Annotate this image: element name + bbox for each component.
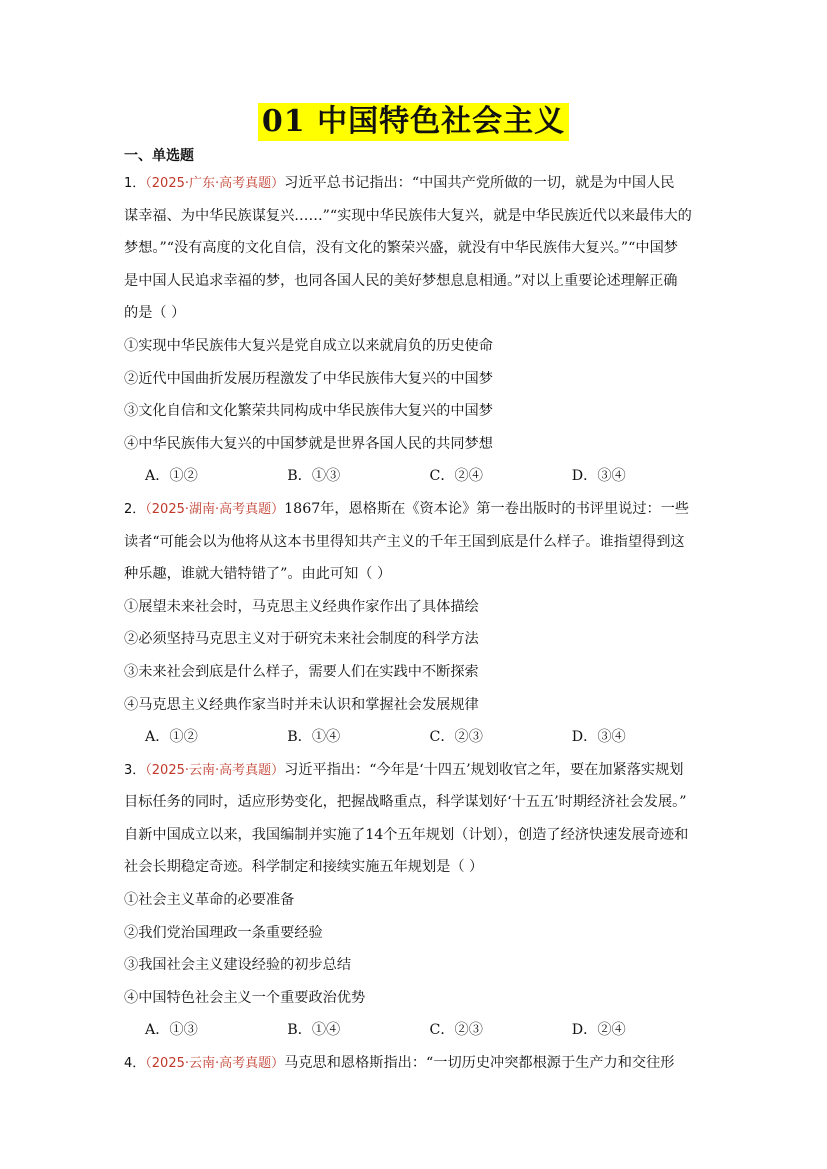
question-number: 2． <box>124 501 146 517</box>
option-a[interactable]: A．①③ <box>145 1022 198 1039</box>
option-c[interactable]: C．②③ <box>429 729 483 746</box>
question-stem-line: 目标任务的同时，适应形势变化，把握战略重点，科学谋划好‘十五五’时期经济社会发展。” <box>124 794 687 811</box>
statement-item: ④马克思主义经典作家当时并未认识和掌握社会发展规律 <box>124 696 479 713</box>
question-stem-text: 马克思和恩格斯指出：“一切历史冲突都根源于生产力和交往形 <box>284 1055 675 1072</box>
statement-item: ③未来社会到底是什么样子，需要人们在实践中不断探索 <box>124 663 479 680</box>
answer-options <box>124 721 714 754</box>
question-1 <box>124 167 714 493</box>
statement-item: ②近代中国曲折发展历程激发了中华民族伟大复兴的中国梦 <box>124 370 493 387</box>
statement-item: ③我国社会主义建设经验的初步总结 <box>124 957 352 974</box>
statement-item: ④中国特色社会主义一个重要政治优势 <box>124 989 366 1006</box>
statement-item: ①展望未来社会时，马克思主义经典作家作出了具体描绘 <box>124 598 479 615</box>
statement-item: ①实现中华民族伟大复兴是党自成立以来就肩负的历史使命 <box>124 337 493 354</box>
section-heading: 一、单选题 <box>124 148 194 164</box>
question-stem-text: 习近平总书记指出：“中国共产党所做的一切，就是为中国人民 <box>284 175 675 191</box>
statement-item: ②必须坚持马克思主义对于研究未来社会制度的科学方法 <box>124 631 479 648</box>
option-a[interactable]: A．①② <box>145 729 198 746</box>
statement-item: ③文化自信和文化繁荣共同构成中华民族伟大复兴的中国梦 <box>124 403 493 420</box>
question-stem-line <box>124 754 714 787</box>
question-number: 1． <box>124 176 146 191</box>
option-d[interactable]: D．②④ <box>571 1022 626 1039</box>
question-stem-line: 梦想。”“没有高度的文化自信，没有文化的繁荣兴盛，就没有中华民族伟大复兴。”“中国梦 <box>124 240 678 257</box>
option-c[interactable]: C．②③ <box>429 1022 483 1039</box>
option-b[interactable]: B．①④ <box>287 1022 341 1039</box>
question-number: 3． <box>124 762 146 778</box>
question-3 <box>124 754 714 1047</box>
option-d[interactable]: D．③④ <box>571 729 626 746</box>
statement-item: ①社会主义革命的必要准备 <box>124 892 295 909</box>
title-wrap <box>0 103 827 141</box>
option-c[interactable]: C．②④ <box>429 468 483 485</box>
question-4 <box>124 1047 714 1080</box>
question-source-tag: （2025·云南·高考真题） <box>145 1056 285 1072</box>
question-stem-line: 种乐趣，谁就大错特错了”。由此可知（ ） <box>124 566 392 583</box>
answer-options <box>124 1014 714 1047</box>
statement-item: ②我们党治国理政一条重要经验 <box>124 924 323 941</box>
question-2 <box>124 493 714 754</box>
option-b[interactable]: B．①④ <box>287 729 341 746</box>
question-stem-line: 自新中国成立以来，我国编制并实施了14个五年规划（计划），创造了经济快速发展奇迹和 <box>124 826 689 843</box>
option-d[interactable]: D．③④ <box>571 468 626 485</box>
question-list <box>124 167 714 1080</box>
statement-item: ④中华民族伟大复兴的中国梦就是世界各国人民的共同梦想 <box>124 435 493 452</box>
question-source-tag: （2025·云南·高考真题） <box>145 762 285 778</box>
question-source-tag: （2025·湖南·高考真题） <box>145 501 285 517</box>
question-stem-line: 谋幸福、为中华民族谋复兴……”“实现中华民族伟大复兴，就是中华民族近代以来最伟大的 <box>124 207 692 224</box>
question-number: 4． <box>124 1056 146 1072</box>
option-b[interactable]: B．①③ <box>287 468 341 485</box>
question-stem-line <box>124 1047 714 1080</box>
answer-options <box>124 460 714 493</box>
question-stem-text: 习近平指出：“今年是‘十四五’规划收官之年，要在加紧落实规划 <box>284 761 684 778</box>
question-stem-line: 读者“可能会以为他将从这本书里得知共产主义的千年王国到底是什么样子。谁指望得到这 <box>124 533 685 550</box>
question-source-tag: （2025·广东·高考真题） <box>145 176 285 191</box>
question-stem-line: 的是（ ） <box>124 305 186 322</box>
question-stem-line: 社会长期稳定奇迹。科学制定和接续实施五年规划是（ ） <box>124 859 484 876</box>
question-stem-line: 是中国人民追求幸福的梦，也同各国人民的美好梦想息息相通。”对以上重要论述理解正确 <box>124 272 678 289</box>
option-a[interactable]: A．①② <box>145 468 198 485</box>
page-title: 01 中国特色社会主义 <box>258 103 569 141</box>
question-stem-line <box>124 167 714 200</box>
question-stem-text: 1867年，恩格斯在《资本论》第一卷出版时的书评里说过：一些 <box>284 500 690 517</box>
question-stem-line <box>124 493 714 526</box>
